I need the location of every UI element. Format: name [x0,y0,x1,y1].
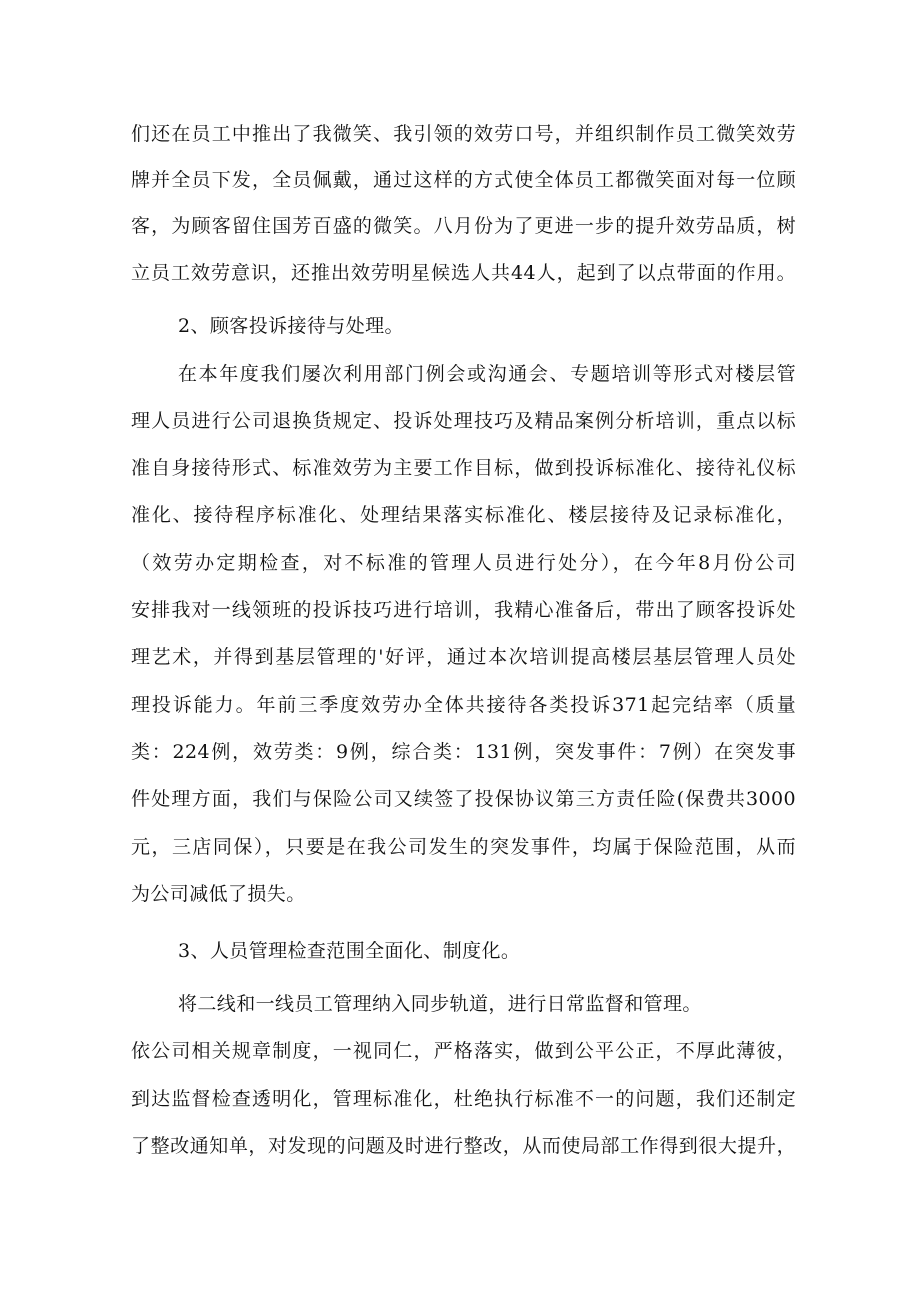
text-line: 为公司减低了损失。 [131,883,306,905]
text-line: 理人员进行公司退换货规定、投诉处理技巧及精品案例分析培训，重点以标 [131,410,796,432]
text-line: 准化、接待程序标准化、处理结果落实标准化、楼层接待及记录标准化， [131,504,796,526]
text-line: 理投诉能力。年前三季度效劳办全体共接待各类投诉371起完结率（质量 [131,694,796,716]
text-line: 在本年度我们屡次利用部门例会或沟通会、专题培训等形式对楼层管 [178,363,796,385]
section-heading: 3、人员管理检查范围全面化、制度化。 [178,940,521,962]
text-line: 牌并全员下发，全员佩戴，通过这样的方式使全体员工都微笑面对每一位顾 [131,169,796,191]
text-line: 依公司相关规章制度，一视同仁，严格落实，做到公平公正，不厚此薄彼， [131,1040,796,1062]
text-line: 件处理方面，我们与保险公司又续签了投保协议第三方责任险(保费共3000 [131,788,796,810]
text-line: 将二线和一线员工管理纳入同步轨道，进行日常监督和管理。 [178,993,702,1015]
text-line: 类：224例，效劳类：9例，综合类：131例，突发事件：7例）在突发事 [131,741,796,763]
text-line: 安排我对一线领班的投诉技巧进行培训，我精心准备后，带出了顾客投诉处 [131,599,796,621]
text-line: 立员工效劳意识，还推出效劳明星候选人共44人，起到了以点带面的作用。 [131,262,796,284]
section-heading: 2、顾客投诉接待与处理。 [178,315,404,337]
text-line: （效劳办定期检查，对不标准的管理人员进行处分），在今年8月份公司 [131,552,796,574]
text-line: 理艺术，并得到基层管理的'好评，通过本次培训提高楼层基层管理人员处 [131,646,796,668]
text-line: 们还在员工中推出了我微笑、我引领的效劳口号，并组织制作员工微笑效劳 [131,123,796,145]
text-line: 元，三店同保），只要是在我公司发生的突发事件，均属于保险范围，从而 [131,836,796,858]
text-line: 客，为顾客留住国芳百盛的微笑。八月份为了更进一步的提升效劳品质，树 [131,215,796,237]
text-line: 准自身接待形式、标准效劳为主要工作目标，做到投诉标准化、接待礼仪标 [131,457,796,479]
text-line: 到达监督检查透明化，管理标准化，杜绝执行标准不一的问题，我们还制定 [131,1088,796,1110]
text-line: 了整改通知单，对发现的问题及时进行整改，从而使局部工作得到很大提升， [131,1135,796,1157]
